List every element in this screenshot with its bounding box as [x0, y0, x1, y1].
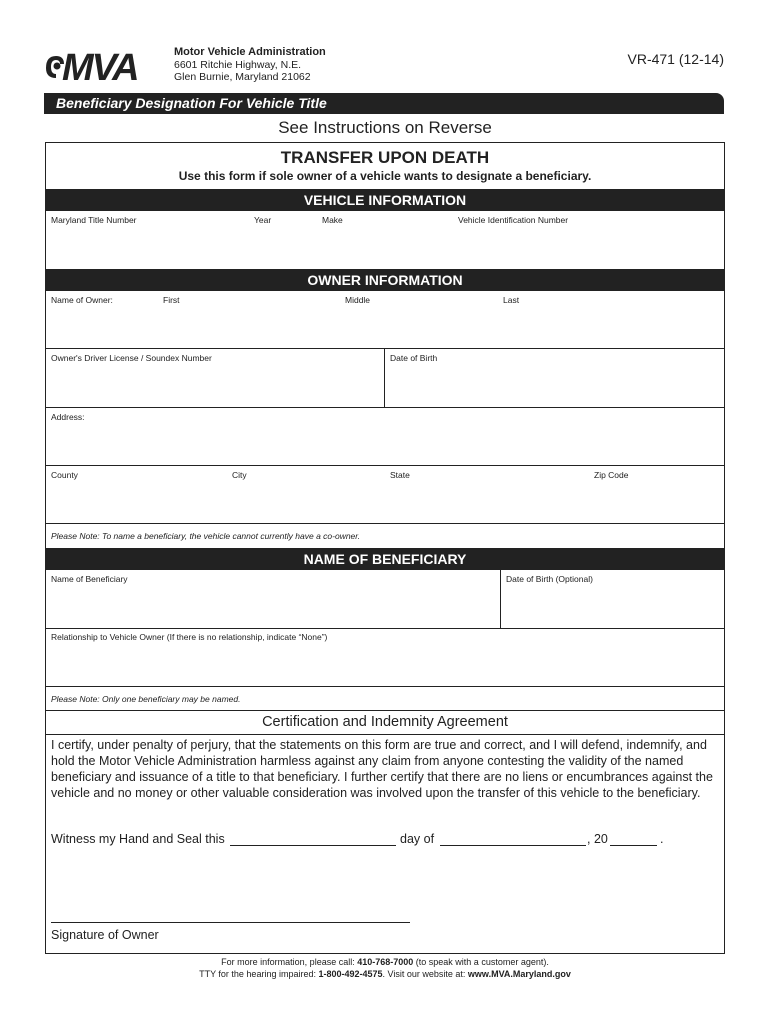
- beneficiary-name-label: Name of Beneficiary: [51, 574, 128, 584]
- mva-logo: [44, 44, 172, 86]
- day-of-label: day of: [400, 832, 435, 846]
- co-owner-note: Please Note: To name a beneficiary, the vehicle cannot currently have a co-owner.: [51, 531, 361, 541]
- make-label: Make: [322, 215, 343, 225]
- divider: [46, 407, 724, 408]
- divider: [46, 734, 724, 735]
- state-label: State: [390, 470, 410, 480]
- vin-label: Vehicle Identification Number: [458, 215, 569, 225]
- owner-name-label: Name of Owner:: [51, 295, 113, 305]
- transfer-title: TRANSFER UPON DEATH: [280, 148, 490, 167]
- divider: [46, 523, 724, 524]
- footer-line2: TTY for the hearing impaired: 1-800-492-4575. Visit our website at: www.MVA.Maryland.gov: [199, 968, 571, 979]
- divider: [46, 348, 724, 349]
- org-info: [174, 46, 326, 84]
- signature-line[interactable]: [51, 922, 410, 923]
- instructions-note: See Instructions on Reverse: [278, 118, 492, 137]
- witness-day-line[interactable]: [230, 845, 396, 846]
- website-link[interactable]: www.MVA.Maryland.gov: [467, 968, 571, 979]
- org-name: Motor Vehicle Administration: [174, 46, 326, 58]
- title-number-label: Maryland Title Number: [51, 215, 137, 225]
- year-prefix: , 20: [587, 832, 608, 846]
- relationship-field[interactable]: [46, 643, 724, 685]
- divider: [46, 465, 724, 466]
- witness-month-line[interactable]: [440, 845, 586, 846]
- mva-logo-text: MVA: [62, 47, 138, 86]
- witness-prefix: Witness my Hand and Seal this: [51, 832, 225, 846]
- phone-number: 410-768-7000: [357, 957, 414, 967]
- transfer-subtitle: Use this form if sole owner of a vehicle wants to designate a beneficiary.: [178, 169, 592, 183]
- divider: [46, 710, 724, 711]
- license-field[interactable]: [46, 364, 384, 406]
- owner-dob-label: Date of Birth: [390, 353, 438, 363]
- tty-number: 1-800-492-4575: [318, 968, 383, 979]
- owner-section-heading: OWNER INFORMATION: [46, 269, 724, 291]
- beneficiary-name-field[interactable]: [46, 585, 500, 627]
- org-address-line1: 6601 Ritchie Highway, N.E.: [174, 58, 302, 71]
- vehicle-info-field[interactable]: [46, 226, 724, 268]
- witness-year-line[interactable]: [610, 845, 657, 846]
- footer-line1: For more information, please call: 410-768-7000 (to speak with a customer agent).: [221, 957, 549, 967]
- zip-label: Zip Code: [594, 470, 629, 480]
- beneficiary-section-heading: NAME OF BENEFICIARY: [46, 548, 724, 570]
- address-label: Address:: [51, 412, 85, 422]
- location-field[interactable]: [46, 481, 724, 523]
- middle-name-label: Middle: [345, 295, 371, 305]
- witness-period: .: [660, 832, 664, 846]
- last-name-label: Last: [503, 295, 520, 305]
- owner-name-field[interactable]: [46, 306, 724, 348]
- first-name-label: First: [163, 295, 180, 305]
- county-label: County: [51, 470, 78, 480]
- license-label: Owner's Driver License / Soundex Number: [51, 353, 212, 363]
- owner-dob-field[interactable]: [385, 364, 724, 406]
- form-title-bar: Beneficiary Designation For Vehicle Title: [44, 93, 724, 114]
- year-label: Year: [254, 215, 272, 225]
- vehicle-section-heading: VEHICLE INFORMATION: [46, 189, 724, 211]
- city-label: City: [232, 470, 247, 480]
- org-address-line2: Glen Burnie, Maryland 21062: [174, 71, 311, 83]
- address-field[interactable]: [46, 423, 724, 465]
- signature-label: Signature of Owner: [51, 928, 159, 942]
- relationship-label: Relationship to Vehicle Owner (If there is no relationship, indicate “None”): [51, 632, 328, 642]
- beneficiary-dob-field[interactable]: [501, 585, 724, 627]
- certification-text: I certify, under penalty of perjury, that the statements on this form are true and correct, and I will defend, indemnify, and hold the Motor Vehicle Administration harmless against any claim from anyone contesting the validity of the named beneficiary and issuance of a title to that beneficiary. I further certify that there are no liens or encumbrances against the vehicle and no money or other valuable consideration was involved upon the transfer of this vehicle to the beneficiary.: [51, 738, 713, 800]
- certification-heading: Certification and Indemnity Agreement: [262, 714, 508, 730]
- divider: [46, 686, 724, 687]
- footer: [0, 957, 770, 980]
- form-number: VR-471 (12-14): [627, 51, 724, 67]
- beneficiary-dob-label: Date of Birth (Optional): [506, 574, 593, 584]
- one-beneficiary-note: Please Note: Only one beneficiary may be named.: [51, 694, 241, 704]
- divider: [46, 628, 724, 629]
